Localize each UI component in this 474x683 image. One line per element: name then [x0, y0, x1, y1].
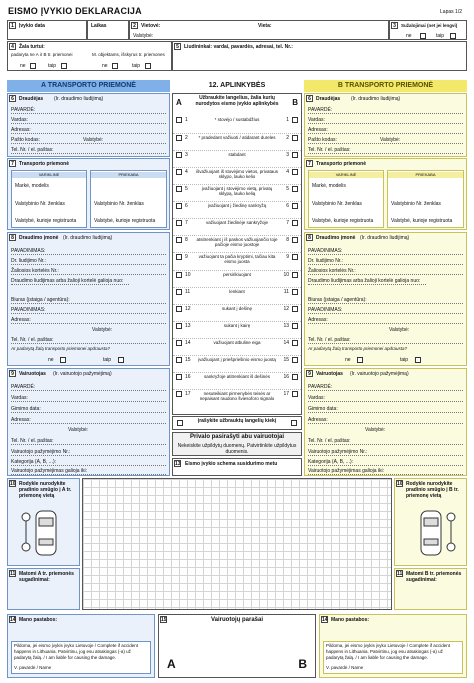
damage-a-no: ne: [20, 63, 26, 69]
damage-a-yes-checkbox[interactable]: [61, 63, 67, 69]
witnesses-label: Liudininkai: vardai, pavardės, adresai, tel. Nr.:: [184, 44, 293, 50]
insurer-b-sub: (Ir. draudimo liudijimą): [360, 235, 410, 241]
circumstance-b-checkbox[interactable]: [292, 237, 298, 243]
circumstance-a-checkbox[interactable]: [176, 374, 182, 380]
vehicle-a-diagram[interactable]: [18, 507, 74, 563]
driver-b-title: Vairuotojas: [316, 371, 343, 377]
place-label: Vieta:: [258, 23, 272, 29]
vehicle-b-make[interactable]: Markė, modelis: [312, 183, 346, 189]
ia-country: Valstybė:: [92, 327, 113, 333]
circumstance-number-b: 4: [286, 169, 289, 176]
da-address[interactable]: Adresas:: [11, 417, 166, 423]
ib-agency[interactable]: Biuras (įstaiga / agentūra):: [308, 297, 463, 303]
insurer-a-sub: (Ir. draudimo liudijimą): [63, 235, 113, 241]
circumstance-a-checkbox[interactable]: [176, 323, 182, 329]
circumstance-number-b: 6: [286, 203, 289, 210]
circumstance-number: 14: [185, 339, 191, 346]
country-label: Valstybė:: [133, 33, 154, 39]
trailer-b-plate[interactable]: Valstybinio Nr. ženklas: [391, 201, 441, 207]
circumstance-b-checkbox[interactable]: [292, 391, 298, 397]
ia-note: Ar padarytą žalą transporto priemonei apdrausta?: [11, 346, 111, 351]
total-b-box[interactable]: [291, 420, 297, 426]
circumstance-a-checkbox[interactable]: [176, 254, 182, 260]
injuries-no-label: ne: [406, 33, 412, 39]
circumstance-text: lenkiant: [229, 288, 245, 294]
circumstance-row: [173, 355, 301, 372]
remarks-b-text: Pildoma, jei eismo įvykis įvyko Lietuvoje / Complete if accident happens in Lithuania. Patvirtinu, jog esu atsakingas (-a) už padarytą žalą. / I am liable for causing the damage.: [326, 643, 451, 660]
db-license[interactable]: Vairuotojo pažymėjimo Nr.:: [308, 449, 463, 455]
da-name[interactable]: Vardas:: [11, 395, 166, 401]
remarks-a-sign: V. pavardė / Name: [14, 665, 52, 670]
circumstance-row: [173, 116, 301, 133]
circumstance-text: važiuojant ta pačia kryptimi, tačiau kita eismo juosta: [198, 254, 276, 265]
pb-postcode[interactable]: Pašto kodas:: [308, 137, 463, 143]
pb-country: Valstybė:: [380, 137, 401, 143]
ib-phone[interactable]: Tel. Nr. / el. paštas:: [308, 337, 463, 343]
remarks-b-sign: V. pavardė / Name: [326, 665, 364, 670]
vehicle-b-title: Transporto priemonė: [316, 161, 367, 167]
db-country: Valstybė:: [365, 427, 386, 433]
circumstance-a-checkbox[interactable]: [176, 272, 182, 278]
db-birthdate[interactable]: Gimimo data:: [308, 406, 463, 412]
signatures-title: Vairuotojų parašai: [210, 617, 264, 623]
vehicle-a-header: A TRANSPORTO PRIEMONĖ: [7, 80, 170, 92]
sign-note: [172, 432, 302, 456]
vehicle-a-motor-header: VARIKLINĖ: [12, 172, 86, 178]
circumstance-number-b: 10: [283, 271, 289, 278]
circumstance-number-b: 13: [283, 322, 289, 329]
driver-a-sub: (Ir. vairuotojo pažymėjimą): [53, 371, 112, 377]
page-number: Lapas 1/2: [440, 9, 462, 15]
s15-num: 15: [161, 617, 167, 623]
circumstance-b-checkbox[interactable]: [292, 186, 298, 192]
circumstance-text: važiuojant atbuline eiga: [213, 339, 261, 345]
circumstance-row: [173, 201, 301, 218]
remarks-b-title: Mano pastabos:: [331, 617, 370, 623]
circumstance-a-checkbox[interactable]: [176, 340, 182, 346]
circumstance-text: įvažiuojant į žiedinę sankryžą: [207, 203, 267, 209]
ib-note: Ar padarytą žalą transporto priemonei apdrausta?: [308, 346, 408, 351]
circumstance-b-checkbox[interactable]: [292, 220, 298, 226]
ib-greencard[interactable]: Žaliosios kortelės Nr.:: [308, 268, 463, 274]
circumstance-number: 1: [185, 117, 188, 123]
circumstance-number-b: 1: [286, 117, 289, 123]
circumstance-number-b: 16: [283, 373, 289, 380]
policyholder-a-sub: (Ir. draudimo liudijimą): [54, 96, 104, 102]
circumstance-a-checkbox[interactable]: [176, 357, 182, 363]
pa-address[interactable]: Adresas:: [11, 127, 166, 133]
pb-address[interactable]: Adresas:: [308, 127, 463, 133]
ib-valid[interactable]: Draudimo liudijimas arba žalioji kortelė galioja nuo:: [308, 278, 426, 284]
ib-address[interactable]: Adresas:: [308, 317, 463, 323]
section-impact-b: 10 Rodykle nurodykite pradinio smūgio į B tr. priemonę vietą: [394, 478, 467, 566]
circumstance-number: 12: [185, 305, 191, 312]
circumstance-number-b: 7: [286, 220, 289, 227]
circumstances-total: [172, 416, 302, 430]
circumstance-number-b: 11: [283, 288, 289, 295]
s13-title: Eismo įvykio schema susidurimo metu: [185, 461, 278, 467]
driver-b-sub: (Ir. vairuotojo pažymėjimą): [350, 371, 409, 377]
circumstance-a-checkbox[interactable]: [176, 135, 182, 141]
circumstance-number-b: 12: [283, 305, 289, 312]
damage-b-no-checkbox[interactable]: [112, 63, 118, 69]
circumstance-number-b: 9: [286, 254, 289, 261]
circumstance-text: sukant į kairę: [223, 322, 251, 328]
circumstance-row: [173, 218, 301, 235]
trailer-a-plate[interactable]: Valstybinio Nr. ženklas: [94, 201, 144, 207]
da-phone[interactable]: Tel. Nr. / el. paštas:: [11, 438, 166, 444]
pb-name[interactable]: Vardas:: [308, 117, 463, 123]
section-remarks-a[interactable]: 14 Mano pastabos: Pildoma, jei eismo įvykis įvyko Lietuvoje / Complete if accident happens in Lithuania. Patvirtinu, jog esu atsakingas (-a) už padarytą žalą. / I am liable for causing the damage. V. pavardė / Name: [7, 614, 155, 678]
circumstance-b-checkbox[interactable]: [292, 117, 298, 123]
section-13-header: [172, 458, 302, 476]
policyholder-b-title: Draudėjas: [316, 96, 341, 102]
circumstance-text: įvažiuojant į stovėjimo vietą, privatų sklypą, lauko kelią: [201, 186, 273, 197]
db-license-valid[interactable]: Vairuotojo pažymėjimas galioja iki:: [308, 468, 463, 474]
circumstance-text: stabdant: [228, 152, 246, 158]
da-surname[interactable]: PAVARDĖ:: [11, 384, 166, 390]
circumstance-a-checkbox[interactable]: [176, 289, 182, 295]
sign-note-text: Nekeiskite užpildytų duomenų. Patvirtinkite užpildytus duomenis.: [177, 443, 297, 455]
field-location[interactable]: 2 Vietovė: Vieta: Valstybė:: [129, 20, 389, 40]
pa-postcode[interactable]: Pašto kodas:: [11, 137, 166, 143]
ia-agency[interactable]: Biuras (įstaiga / agentūra):: [11, 297, 166, 303]
trailer-b-header: PRIEKABA: [388, 172, 463, 178]
db-surname[interactable]: PAVARDĖ:: [308, 384, 463, 390]
circumstance-a-checkbox[interactable]: [176, 117, 182, 123]
circumstance-text: išvažiuojant iš stovėjimo vietos, privataus sklypo, lauko kelio: [195, 169, 279, 180]
field-time[interactable]: [87, 20, 129, 40]
damage-objects-label: M. objektams, išskyrus tr. priemones: [92, 52, 165, 57]
db-category[interactable]: Kategorija (A, B, ...):: [308, 459, 463, 465]
damage-a-title: Matomi A tr. priemonės sugadinimai:: [19, 571, 74, 583]
vehicle-a-make[interactable]: Markė, modelis: [15, 183, 49, 189]
circumstance-row: [173, 321, 301, 338]
circumstance-text: atsitrenkiant į iš paskos važiuojančio toje pačioje eismo juostoje: [196, 237, 278, 248]
circumstance-number: 11: [185, 288, 191, 295]
circumstance-row: [173, 287, 301, 304]
pa-phone[interactable]: Tel. Nr. / el. paštas:: [11, 147, 166, 153]
circumstance-row: [173, 184, 301, 201]
damage-other-vehicles-label: padaryta ne A ir B tr. priemonei: [11, 52, 73, 57]
circumstance-number-b: 17: [283, 390, 289, 397]
circumstance-row: [173, 235, 301, 252]
s13-num: 13: [175, 461, 181, 467]
da-birthdate[interactable]: Gimimo data:: [11, 406, 166, 412]
circumstance-b-checkbox[interactable]: [292, 289, 298, 295]
circumstance-a-checkbox[interactable]: [176, 237, 182, 243]
ia-no-checkbox[interactable]: [60, 357, 66, 363]
circumstances-list: [173, 116, 301, 406]
field-injuries[interactable]: 3 Sužalojimai (net jei lengvi) ne taip: [389, 20, 467, 40]
section-insurer-a: 8 Draudimo įmonė (Ir. draudimo liudijimą) PAVADINIMAS: Dr. liudijimo Nr.: Žaliosios kortelės Nr.: Draudimo liudijimas arba žalioji kortelė galioja nuo: Biuras (įstaiga / agentūra): PAVADINIMAS: Adresas: Valstybė: Tel. Nr. / el. paštas: Ar padarytą žalą transporto priemonei apdrausta? ne taip: [7, 232, 170, 366]
sign-note-title: Privalo pasirašyti abu vairuotojai: [189, 434, 285, 440]
circumstance-a-checkbox[interactable]: [176, 306, 182, 312]
circumstance-number: 6: [185, 203, 188, 210]
section-insurer-b: 8 Draudimo įmonė (Ir. draudimo liudijimą) PAVADINIMAS: Dr. liudijimo Nr.: Žaliosios kortelės Nr.: Draudimo liudijimas arba žalioji kortelė galioja nuo: Biuras (įstaiga / agentūra): PAVADINIMAS: Adresas: Valstybė: Tel. Nr. / el. paštas: Ar padarytą žalą transporto priemonei apdrausta? ne taip: [304, 232, 467, 366]
circumstance-number: 5: [185, 186, 188, 193]
section-impact-a: 10 Rodykle nurodykite pradinio smūgio į A tr. priemonę vietą: [7, 478, 80, 566]
db-phone[interactable]: Tel. Nr. / el. paštas:: [308, 438, 463, 444]
circumstance-number-b: 2: [286, 135, 289, 142]
section-driver-a: 9 Vairuotojas (Ir. vairuotojo pažymėjimą) PAVARDĖ: Vardas: Gimimo data: Adresas: Valstybė: Tel. Nr. / el. paštas: Vairuotojo pažymėjimo Nr.: Kategorija (A, B, ...): Vairuotojo pažymėjimas galioja iki:: [7, 368, 170, 476]
circumstance-text: nesuteikiant pirmenybės teisės ar nepaisant raudono šviesoforo signalo: [199, 390, 275, 401]
circumstance-row: [173, 304, 301, 321]
circumstance-text: įvažiuojant į priešpriešinio eismo juostą: [198, 356, 276, 362]
damage-b-no: ne: [102, 63, 108, 69]
total-a-box[interactable]: [177, 420, 183, 426]
ia-yes-checkbox[interactable]: [118, 357, 124, 363]
page-title: EISMO ĮVYKIO DEKLARACIJA: [8, 6, 142, 16]
pa-surname[interactable]: PAVARDĖ:: [11, 107, 166, 113]
pa-name[interactable]: Vardas:: [11, 117, 166, 123]
damage-a-no-checkbox[interactable]: [30, 63, 36, 69]
ib-name[interactable]: PAVADINIMAS:: [308, 248, 463, 254]
circumstance-row: [173, 372, 301, 389]
circumstance-row: [173, 270, 301, 287]
circumstance-text: sukant į dešinę: [221, 305, 253, 311]
vehicle-b-diagram[interactable]: [403, 507, 459, 563]
circumstance-a-checkbox[interactable]: [176, 169, 182, 175]
ib-yes-checkbox[interactable]: [415, 357, 421, 363]
ib-country: Valstybė:: [389, 327, 410, 333]
circumstance-a-checkbox[interactable]: [176, 186, 182, 192]
da-license[interactable]: Vairuotojo pažymėjimo Nr.:: [11, 449, 166, 455]
circumstance-b-checkbox[interactable]: [292, 357, 298, 363]
trailer-b-country[interactable]: Valstybė, kurioje registruota: [391, 218, 453, 224]
field-witnesses[interactable]: 5 Liudininkai: vardai, pavardės, adresai, tel. Nr.:: [172, 41, 467, 71]
section-driver-b: 9 Vairuotojas (Ir. vairuotojo pažymėjimą) PAVARDĖ: Vardas: Gimimo data: Adresas: Valstybė: Tel. Nr. / el. paštas: Vairuotojo pažymėjimo Nr.: Kategorija (A, B, ...): Vairuotojo pažymėjimas galioja iki:: [304, 368, 467, 476]
circumstance-a-checkbox[interactable]: [176, 220, 182, 226]
circumstance-row: [173, 252, 301, 269]
circumstance-number: 9: [185, 254, 188, 261]
injuries-label: Sužalojimai (net jei lengvi): [401, 23, 458, 28]
circumstance-number-b: 15: [283, 356, 289, 363]
circumstance-b-checkbox[interactable]: [292, 152, 298, 158]
damage-b-yes-checkbox[interactable]: [145, 63, 151, 69]
da-license-valid[interactable]: Vairuotojo pažymėjimas galioja iki:: [11, 468, 166, 474]
ia-valid[interactable]: Draudimo liudijimas arba žalioji kortelė galioja nuo:: [11, 278, 129, 284]
field-damage: 4 Žala turtui: padaryta ne A ir B tr. priemonei M. objektams, išskyrus tr. priemones ne taip ne taip: [7, 41, 172, 71]
ia-phone[interactable]: Tel. Nr. / el. paštas:: [11, 337, 166, 343]
section-vehicle-b: 7 Transporto priemonė VARIKLINĖ Markė, modelis Valstybinio Nr. ženklas Valstybė, kurioje registruota PRIEKABA Valstybinio Nr. ženklas Valstybė, kurioje registruota: [304, 158, 467, 230]
vehicle-a-plate[interactable]: Valstybinio Nr. ženklas: [15, 201, 65, 207]
circumstance-row: [173, 150, 301, 167]
driver-a-title: Vairuotojas: [19, 371, 46, 377]
circumstance-b-checkbox[interactable]: [292, 272, 298, 278]
trailer-a-header: PRIEKABA: [91, 172, 166, 178]
circumstance-b-checkbox[interactable]: [292, 340, 298, 346]
accident-sketch-grid[interactable]: [82, 478, 392, 610]
circumstance-number-b: 5: [286, 186, 289, 193]
section-signatures[interactable]: [158, 614, 316, 678]
vehicle-b-motor-header: VARIKLINĖ: [309, 172, 383, 178]
remarks-a-text: Pildoma, jei eismo įvykis įvyko Lietuvoje / Complete if accident happens in Lithuania. Patvirtinu, jog esu atsakingas (-a) už padarytą žalą. / I am liable for causing the damage.: [14, 643, 139, 660]
injuries-no-checkbox[interactable]: [420, 33, 426, 39]
circumstance-number: 4: [185, 169, 188, 176]
da-category[interactable]: Kategorija (A, B, ...):: [11, 459, 166, 465]
circumstance-number: 7: [185, 220, 188, 227]
location-label: Vietovė:: [141, 23, 161, 29]
circumstance-number: 3: [185, 152, 188, 159]
insurer-b-title: Draudimo įmonė: [316, 235, 356, 241]
circumstance-b-checkbox[interactable]: [292, 306, 298, 312]
ia-agency-name[interactable]: PAVADINIMAS:: [11, 307, 166, 313]
insurer-a-title: Draudimo įmonė: [19, 235, 59, 241]
circumstance-number: 15: [185, 356, 191, 363]
ib-yes: taip: [400, 357, 409, 363]
circumstance-number-b: 8: [286, 237, 289, 244]
circumstance-text: sankryžoje atitrenkiant iš dešinės: [203, 373, 271, 379]
circumstance-number: 10: [185, 271, 191, 278]
circumstances-instructions: Užbraukite langelius, žalia kurių nurodytos eismo įvykio aplinkybės: [195, 95, 279, 107]
circumstance-a-checkbox[interactable]: [176, 203, 182, 209]
signature-b-label: B: [298, 657, 307, 671]
signature-a-label: A: [167, 657, 176, 671]
pb-phone[interactable]: Tel. Nr. / el. paštas:: [308, 147, 463, 153]
section-policyholder-a: 6 Draudėjas (Ir. draudimo liudijimą) PAVARDĖ: Vardas: Adresas: Pašto kodas: Valstybė: Tel. Nr. / el. paštas:: [7, 93, 170, 157]
circumstance-text: persirikiuojant: [223, 271, 251, 277]
section-policyholder-b: 6 Draudėjas (Ir. draudimo liudijimą) PAVARDĖ: Vardas: Adresas: Pašto kodas: Valstybė: Tel. Nr. / el. paštas:: [304, 93, 467, 157]
col-a-marker: A: [176, 98, 182, 107]
pb-surname[interactable]: PAVARDĖ:: [308, 107, 463, 113]
damage-a-yes: taip: [48, 63, 57, 69]
circumstance-number: 2: [185, 135, 188, 142]
ib-no-checkbox[interactable]: [357, 357, 363, 363]
circumstance-b-checkbox[interactable]: [292, 254, 298, 260]
circumstance-b-checkbox[interactable]: [292, 135, 298, 141]
circumstance-b-checkbox[interactable]: [292, 323, 298, 329]
impact-a-title: Rodykle nurodykite pradinio smūgio į A tr. priemonę vietą: [19, 481, 72, 499]
circumstance-number: 16: [185, 373, 191, 380]
section-vehicle-a: 7 Transporto priemonė VARIKLINĖ Markė, modelis Valstybinio Nr. ženklas Valstybė, kurioje registruota PRIEKABA Valstybinio Nr. ženklas Valstybė, kurioje registruota: [7, 158, 170, 230]
col-b-marker: B: [292, 98, 298, 107]
policyholder-b-sub: (Ir. draudimo liudijimą): [351, 96, 401, 102]
pa-country: Valstybė:: [83, 137, 104, 143]
policyholder-a-title: Draudėjas: [19, 96, 44, 102]
ib-no: ne: [345, 357, 351, 363]
date-label: Įvykio data: [19, 23, 45, 29]
circumstance-a-checkbox[interactable]: [176, 152, 182, 158]
impact-b-title: Rodykle nurodykite pradinio smūgio į B tr. priemonę vietą: [406, 481, 459, 499]
circumstance-b-checkbox[interactable]: [292, 203, 298, 209]
vehicle-b-country[interactable]: Valstybė, kurioje registruota: [312, 218, 374, 224]
damage-label: Žala turtui:: [19, 44, 45, 50]
circumstances-title: 12. APLINKYBĖS: [208, 82, 266, 89]
da-country: Valstybė:: [68, 427, 89, 433]
circumstance-number: 17: [185, 390, 191, 397]
vehicle-a-title: Transporto priemonė: [19, 161, 70, 167]
vehicle-a-country[interactable]: Valstybė, kurioje registruota: [15, 218, 77, 224]
section-circumstances: [172, 93, 302, 415]
circumstance-row: [173, 167, 301, 184]
circumstance-row: [173, 133, 301, 150]
circumstance-number-b: 3: [286, 152, 289, 159]
circumstance-text: * stovėjo / sustabdžius: [214, 117, 260, 122]
ia-address[interactable]: Adresas:: [11, 317, 166, 323]
ib-policy[interactable]: Dr. liudijimo Nr.:: [308, 258, 463, 264]
circumstance-number-b: 14: [283, 339, 289, 346]
time-label: Laikas: [91, 23, 107, 29]
ia-yes: taip: [103, 357, 112, 363]
ia-name[interactable]: PAVADINIMAS:: [11, 248, 166, 254]
remarks-a-title: Mano pastabos:: [19, 617, 58, 623]
circumstance-row: [173, 389, 301, 406]
section-damage-b[interactable]: 11 Matomi B tr. priemonės sugadinimai:: [394, 568, 467, 610]
circumstance-b-checkbox[interactable]: [292, 169, 298, 175]
injuries-yes-checkbox[interactable]: [450, 33, 456, 39]
db-address[interactable]: Adresas:: [308, 417, 463, 423]
circumstance-row: [173, 338, 301, 355]
circumstance-b-checkbox[interactable]: [292, 374, 298, 380]
trailer-a-country[interactable]: Valstybė, kurioje registruota: [94, 218, 156, 224]
circumstance-number: 13: [185, 322, 191, 329]
ib-agency-name[interactable]: PAVADINIMAS:: [308, 307, 463, 313]
damage-b-yes: taip: [132, 63, 141, 69]
vehicle-b-header: B TRANSPORTO PRIEMONĖ: [304, 80, 467, 92]
damage-b-title: Matomi B tr. priemonės sugadinimai:: [406, 571, 462, 583]
db-name[interactable]: Vardas:: [308, 395, 463, 401]
circumstance-number: 8: [185, 237, 188, 244]
field-date[interactable]: 1 Įvykio data: [7, 20, 87, 40]
section-remarks-b[interactable]: 14 Mano pastabos: Pildoma, jei eismo įvykis įvyko Lietuvoje / Complete if accident happens in Lithuania. Patvirtinu, jog esu atsakingas (-a) už padarytą žalą. / I am liable for causing the damage. V. pavardė / Name: [319, 614, 467, 678]
section-damage-a[interactable]: 11 Matomi A tr. priemonės sugadinimai:: [7, 568, 80, 610]
ia-policy[interactable]: Dr. liudijimo Nr.:: [11, 258, 166, 264]
total-label: įrašykite užbrauktų langelių kiekį: [197, 418, 277, 424]
ia-no: ne: [48, 357, 54, 363]
vehicle-b-plate[interactable]: Valstybinio Nr. ženklas: [312, 201, 362, 207]
circumstance-text: važiuojant žiedinėje sankryžoje: [205, 220, 269, 226]
ia-greencard[interactable]: Žaliosios kortelės Nr.:: [11, 268, 166, 274]
injuries-yes-label: taip: [436, 33, 445, 39]
circumstance-a-checkbox[interactable]: [176, 391, 182, 397]
circumstance-text: * pradedant važiuoti / atidarant dureles: [198, 135, 276, 141]
